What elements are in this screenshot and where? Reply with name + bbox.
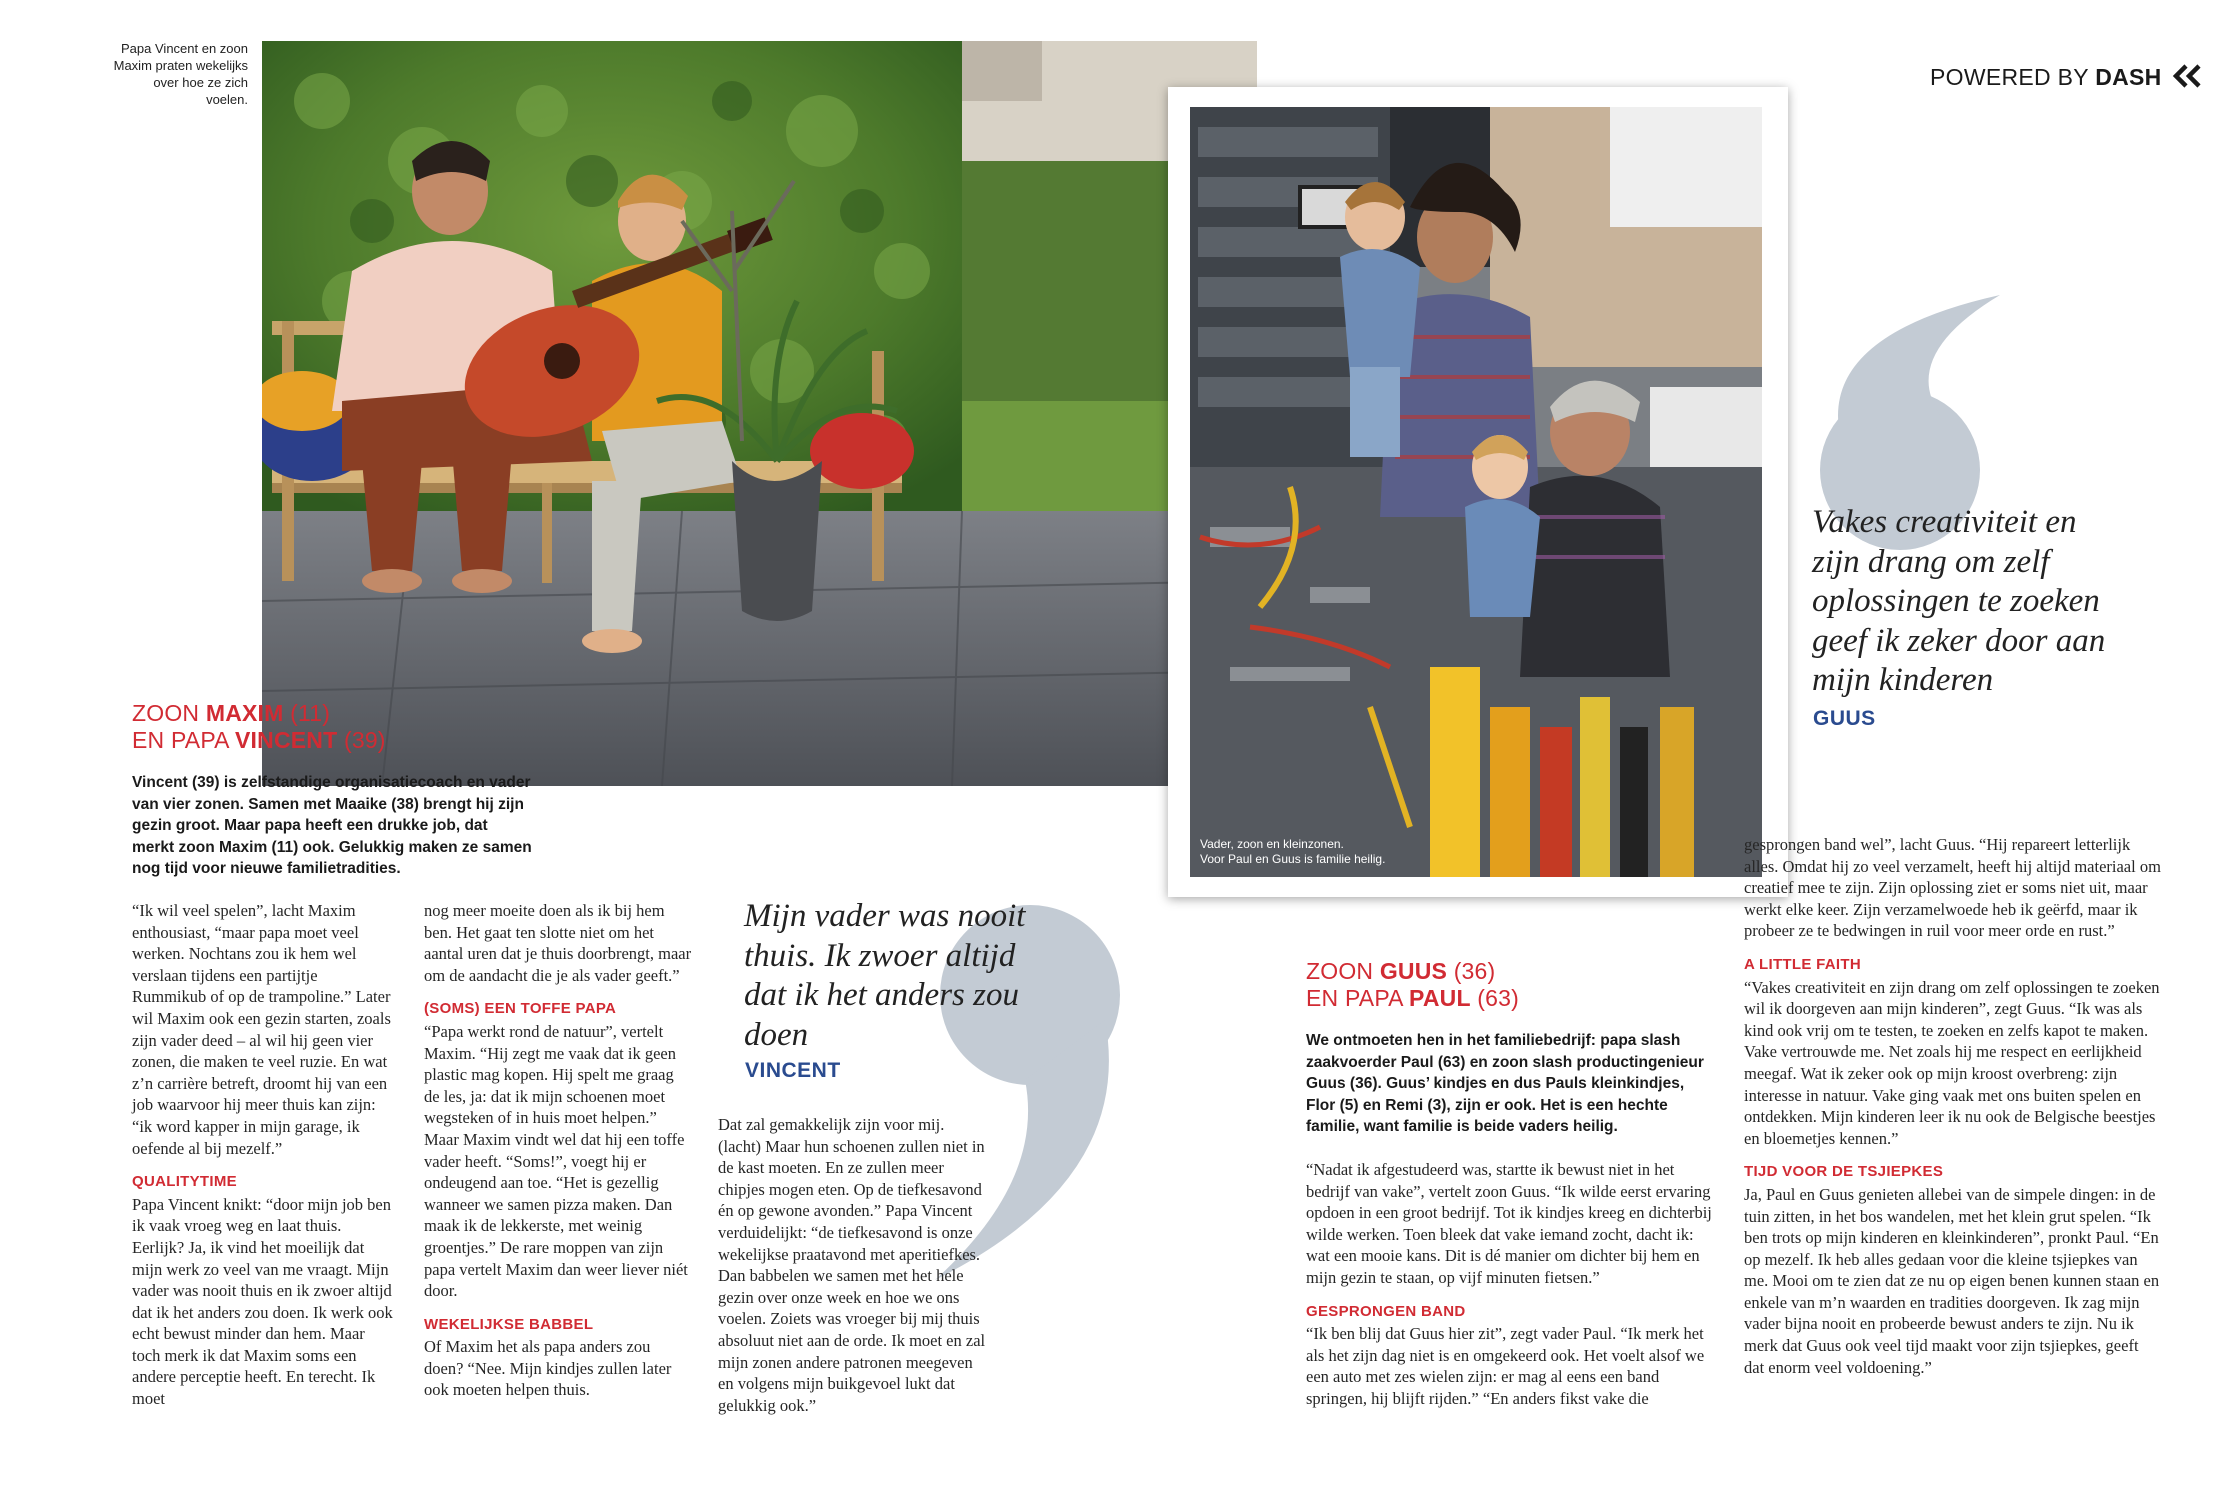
workshop-photo-illustration	[1190, 107, 1762, 877]
article2-column1	[1306, 1159, 1718, 1410]
article1-col1-paragraph1: “Ik wil veel spelen”, lacht Maxim enthousiast, “maar papa moet veel werken. Nochtans zou ik hem wel verslaan tijdens een partijtje Rummikub of op de trampoline.” Later wil Maxim ook een gezin starten, zoals zijn vader deed – al wil hij geen vier zonen, die maken te veel ruzie. En wat z’n carrière betreft, droomt hij van een job waarvoor hij meer thuis kan zijn: “ik word kapper in mijn garage, ik oefende al bij mezelf.”	[132, 901, 391, 1158]
article2-heading-name1: GUUS	[1379, 958, 1448, 984]
article2-heading-line2	[1306, 985, 1519, 1012]
article2-subheading-tsjiepkes: TIJD VOOR DE TSJIEPKES	[1744, 1163, 1944, 1181]
dash-chevrons-icon	[2172, 64, 2204, 88]
article2-column2	[1744, 834, 2162, 1378]
article1-col3-paragraph1: Dat zal gemakkelijk zijn voor mij. (lacht) Maar hun schoenen zullen niet in de kast moeten. En ze zullen meer chipjes mogen eten. Op de tiefkesavond én op gewone avonden.” Papa Vincent verduidelijkt: “de tiefkesavond is onze wekelijkse praatavond met aperitiefkes. Dan babbelen we samen met het hele gezin over onze week en hoe we ons voelen. Zoiets was vroeger bij mij thuis absoluut niet aan de orde. Ik moet en zal mijn zonen andere patronen meegeven en volgens mijn buikgevoel lukt dat gelukkig ook.”	[718, 1115, 986, 1415]
photo-father-son-garden	[262, 41, 1257, 786]
article2-heading-age1: (36)	[1447, 958, 1496, 984]
article1-column2	[424, 900, 692, 1401]
article2-subheading-faith: A LITTLE FAITH	[1744, 955, 1861, 973]
article1-intro: Vincent (39) is zelfstandige organisatiecoach en vader van vier zonen. Samen met Maaike (38) brengt hij zijn gezin groot. Maar papa heeft een drukke job, dat merkt zoon Maxim (11) ook. Gelukkig maken ze samen nog tijd voor nieuwe familietradities.	[132, 774, 532, 877]
article1-heading-prefix2: EN PAPA	[132, 727, 236, 753]
powered-by-dash-logo	[1930, 64, 2204, 91]
article1-column1	[132, 900, 394, 1410]
article1-heading	[132, 700, 386, 754]
article1-subheading-toffe-papa: (SOMS) EEN TOFFE PAPA	[424, 1000, 617, 1018]
article1-pull-quote: Mijn vader was nooit thuis. Ik zwoer altijd dat ik het anders zou doen	[744, 898, 1026, 1053]
article2-heading	[1306, 958, 1519, 1012]
article2-col1-paragraph2: “Ik ben blij dat Guus hier zit”, zegt vader Paul. “Ik merk het als het zijn dag niet is en omgekeerd ook. Het voelt alsof we een auto met zes wielen zijn: er mag al eens een band springen, hij blijft rijden.” “En anders fikst vake die	[1306, 1324, 1705, 1408]
article2-heading-line1	[1306, 958, 1519, 985]
photo2-caption-line2: Voor Paul en Guus is familie heilig.	[1200, 852, 1386, 866]
article2-pull-quote: Vakes creativiteit en zijn drang om zelf oplossingen te zoeken geef ik zeker door aan mijn kinderen	[1812, 504, 2106, 698]
article1-heading-name1: MAXIM	[205, 700, 284, 726]
article1-quote-attribution: VINCENT	[745, 1059, 841, 1082]
article1-heading-name2: VINCENT	[235, 727, 338, 753]
article1-subheading-babbel: WEKELIJKSE BABBEL	[424, 1315, 594, 1333]
article1-heading-line1	[132, 700, 386, 727]
article2-heading-name2: PAUL	[1409, 985, 1471, 1011]
article2-col1-paragraph1: “Nadat ik afgestudeerd was, startte ik bewust niet in het bedrijf van vake”, vertelt zoon Guus. “Ik wilde eerst ervaring opdoen in een groot bedrijf. Tot ik kindjes kreeg en dichterbij wilde werken. Toen bleek dat vake iemand zocht, dacht ik: wat een mooie kans. Dit is dé manier om dichter bij hem en mijn gezin te staan, op vijf minuten fietsen.”	[1306, 1160, 1712, 1287]
article2-intro: We ontmoeten hen in het familiebedrijf: papa slash zaakvoerder Paul (63) en zoon slash productingenieur Guus (36). Guus’ kindjes en dus Pauls kleinkindjes, Flor (5) en Remi (3), zijn er ook. Het is een hechte familie, want familie is beide vaders heilig.	[1306, 1032, 1704, 1135]
article1-col2-paragraph2: “Papa werkt rond de natuur”, vertelt Maxim. “Hij zegt me vaak dat ik geen plastic mag kopen. Hij spelt me graag de les, ja: dat ik mijn schoenen moet wegsteken of in huis moet helpen.” Maar Maxim vindt wel dat hij een toffe vader heeft. “Soms!”, voegt hij er ondeugend aan toe. “Het is gezellig wanneer we samen pizza maken. Dan maak ik de lekkerste, met weinig groentjes.” De rare moppen van zijn papa vertelt Maxim dan weer liever niét door.	[424, 1021, 688, 1301]
article1-subheading-qualitytime: QUALITYTIME	[132, 1173, 237, 1191]
article1-col2-paragraph1: nog meer moeite doen als ik bij hem ben. Het gaat ten slotte niet om het aantal uren dat je thuis doorbrengt, maar om de aandacht die je als vader geeft.”	[424, 901, 692, 985]
article2-col2-paragraph1: gesprongen band wel”, lacht Guus. “Hij repareert letterlijk alles. Omdat hij zo veel verzamelt, heeft hij altijd materiaal om creatief mee te zijn. Zijn oplossing ziet er soms niet uit, maar werkt elke keer. Zijn verzamelwoede heb ik geërfd, maar ik probeer ze te bedwingen in ruil voor meer orde en rust.”	[1744, 835, 2161, 941]
article1-heading-prefix1: ZOON	[132, 700, 206, 726]
article1-col1-paragraph2: Papa Vincent knikt: “door mijn job ben ik vaak vroeg weg en laat thuis. Eerlijk? Ja, ik vind het moeilijk dat mijn werk zo veel van me vraagt. Mijn vader was nooit thuis en ik zwoer altijd dat ik het anders zou doen. Ik werk ook echt bewust minder dan hem. Maar toch merk ik dat Maxim soms een andere perceptie heeft. En terecht. Ik moet	[132, 1194, 393, 1409]
article1-column3	[718, 1114, 986, 1416]
photo1-caption: Papa Vincent en zoon Maxim praten wekelijks over hoe ze zich voelen.	[113, 41, 248, 107]
article2-heading-prefix2: EN PAPA	[1306, 985, 1410, 1011]
garden-photo-illustration	[262, 41, 1257, 786]
powered-brand: DASH	[2095, 64, 2162, 90]
photo-family-workshop	[1190, 107, 1762, 877]
article1-col2-paragraph3: Of Maxim het als papa anders zou doen? “Nee. Mijn kindjes zullen later ook moeten helpen thuis.	[424, 1337, 672, 1400]
article2-col2-paragraph3: Ja, Paul en Guus genieten allebei van de simpele dingen: in de tuin zitten, in het bos wandelen, met het klein grut spelen. “Ik ben trots op mijn kinderen en kleinkinderen”, pronkt Paul. “En op mezelf. Ik heb alles gedaan voor die kleine tsjiepkes van me. Mooi om te zien dat ze nu op eigen benen kunnen staan en enkele van m’n waarden en tradities doorgeven. Ik zag mijn vader bijna nooit en probeerde bewust anders te zijn. Nu ik merk dat Guus ook veel tijd maakt voor zijn tsjiepkes, geeft dat enorm veel voldoening.”	[1744, 1184, 2160, 1377]
article1-heading-age1: (11)	[283, 700, 331, 726]
article1-heading-age2: (39)	[337, 727, 386, 753]
article2-subheading-band: GESPRONGEN BAND	[1306, 1302, 1466, 1320]
article2-heading-age2: (63)	[1470, 985, 1520, 1011]
article2-quote-attribution: GUUS	[1813, 707, 1876, 730]
photo2-caption-line1: Vader, zoon en kleinzonen.	[1200, 837, 1344, 851]
article2-heading-prefix1: ZOON	[1306, 958, 1380, 984]
article1-heading-line2	[132, 727, 386, 754]
powered-prefix: POWERED BY	[1930, 64, 2089, 90]
photo2-caption	[1200, 837, 1500, 867]
article2-col2-paragraph2: “Vakes creativiteit en zijn drang om zelf oplossingen te zoeken wil ik doorgeven aan mijn kinderen”, zegt Guus. “Ik was als kind ook vrij om te testen, te zoeken en zelfs kapot te maken. Vake vertrouwde me. Net zoals hij me respect en eerlijkheid meegaf. Wat ik zeker ook op mijn kroost overbreng: zijn interesse in natuur. Vake ging vaak met ons buiten spelen en ontdekken. Mijn kinderen leer ik nu ook de Belgische beestjes en bloemetjes kennen.”	[1744, 977, 2160, 1148]
